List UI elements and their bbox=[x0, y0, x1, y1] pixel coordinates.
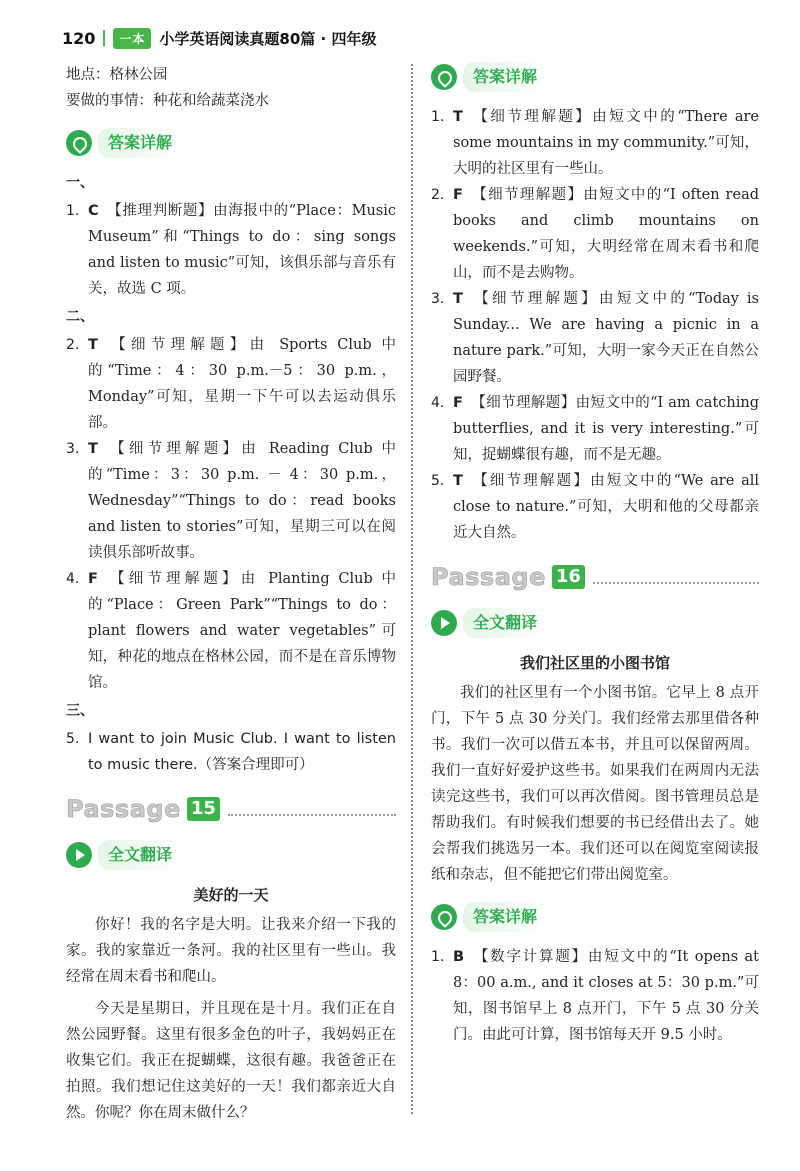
item-number: 2. bbox=[66, 337, 80, 353]
translation-section-header bbox=[431, 608, 759, 638]
answer-mark: T bbox=[453, 473, 463, 489]
answer-heading: 答案详解 bbox=[98, 128, 182, 158]
question-type: 【细节理解题】 bbox=[105, 441, 242, 457]
explanation: 由短文中的“We are all close to nature.”可知，大明和他的父母都亲近大自然。 bbox=[453, 473, 760, 541]
header-divider bbox=[103, 30, 105, 46]
explanation: I want to join Music Club. I want to listen to music there.（答案合理即可） bbox=[88, 731, 396, 773]
left-column bbox=[66, 62, 396, 1132]
item-number: 3. bbox=[431, 291, 445, 307]
answer-mark: T bbox=[88, 441, 98, 457]
item-number: 1. bbox=[431, 949, 445, 965]
passage-number: 16 bbox=[552, 565, 585, 589]
answer-item bbox=[66, 332, 396, 436]
item-number: 2. bbox=[431, 187, 445, 203]
answer-section-header bbox=[431, 902, 759, 932]
page-number: 120 bbox=[62, 28, 96, 48]
answer-item bbox=[431, 286, 759, 390]
answer-item bbox=[66, 198, 396, 302]
question-type: 【细节理解题】 bbox=[470, 395, 576, 411]
explanation: 由短文中的“It opens at 8：00 a.m., and it closes at 5：30 p.m.”可知，图书馆早上 8 点开门，下午 5 点 30 分关门。由此可计算，图书馆每天开 9.5 小时。 bbox=[453, 949, 760, 1043]
play-icon bbox=[66, 842, 92, 868]
part-one-label: 一、 bbox=[66, 175, 94, 191]
answer-mark: T bbox=[453, 291, 463, 307]
question-type: 【细节理解题】 bbox=[470, 187, 584, 203]
answer-mark: T bbox=[453, 109, 463, 125]
translation-section-header bbox=[66, 840, 396, 870]
column-divider bbox=[411, 64, 413, 1114]
question-type: 【细节理解题】 bbox=[105, 571, 241, 587]
item-number: 5. bbox=[431, 473, 445, 489]
part-two-label: 二、 bbox=[66, 309, 94, 325]
play-icon bbox=[431, 610, 457, 636]
explanation: 由短文中的“Today is Sunday... We are having a picnic in a nature park.”可知，大明一家今天正在自然公园野餐。 bbox=[453, 291, 759, 385]
translation-heading: 全文翻译 bbox=[463, 608, 547, 638]
story-title: 我们社区里的小图书馆 bbox=[519, 654, 670, 672]
answer-item bbox=[431, 944, 759, 1048]
story-title: 美好的一天 bbox=[193, 886, 269, 904]
item-number: 1. bbox=[66, 203, 80, 219]
answer-item bbox=[66, 726, 396, 778]
item-number: 3. bbox=[66, 441, 80, 457]
question-type: 【细节理解题】 bbox=[470, 473, 591, 489]
brand-logo: 一本 bbox=[113, 28, 151, 49]
translation-heading: 全文翻译 bbox=[98, 840, 182, 870]
page-header bbox=[62, 26, 376, 50]
story-paragraph: 你好！我的名字是大明。让我来介绍一下我的家。我的家靠近一条河。我的社区里有一些山。我经常在周末看书和爬山。 bbox=[66, 917, 396, 985]
explanation: 由 Sports Club 中的“Time：4：30 p.m.－5：30 p.m.，Monday”可知，星期一下午可以去运动俱乐部。 bbox=[88, 337, 397, 431]
answer-item bbox=[431, 390, 759, 468]
story-paragraph: 今天是星期日，并且现在是十月。我们正在自然公园野餐。这里有很多金色的叶子，我妈妈正在收集它们。我正在捉蝴蝶，这很有趣。我爸爸正在拍照。我们想记住这美好的一天！我们都亲近大自然。你呢？你在周末做什么？ bbox=[66, 1001, 396, 1121]
answer-section-header bbox=[431, 62, 759, 92]
passage-number: 15 bbox=[187, 797, 220, 821]
answer-icon bbox=[431, 904, 457, 930]
answer-heading: 答案详解 bbox=[463, 902, 547, 932]
part-three-label: 三、 bbox=[66, 703, 94, 719]
passage-word: Passage bbox=[66, 795, 181, 823]
answer-mark: C bbox=[88, 203, 99, 219]
answer-mark: T bbox=[88, 337, 98, 353]
book-title: 小学英语阅读真题80篇 · 四年级 bbox=[159, 29, 377, 48]
answer-item bbox=[431, 182, 759, 286]
passage-rule bbox=[593, 570, 759, 584]
answer-mark: F bbox=[453, 187, 463, 203]
answer-mark: B bbox=[453, 949, 465, 965]
explanation: 由 Planting Club 中的“Place：Green Park”“Things to do：plant flowers and water vegetables”可知，种花的地点在格林公园，而不是在音乐博物馆。 bbox=[88, 571, 396, 691]
passage-word: Passage bbox=[431, 563, 546, 591]
right-column bbox=[431, 62, 759, 1048]
answer-icon bbox=[66, 130, 92, 156]
question-type: 【细节理解题】 bbox=[470, 291, 600, 307]
question-type: 【数字计算题】 bbox=[472, 949, 588, 965]
question-type: 【细节理解题】 bbox=[470, 109, 593, 125]
answer-mark: F bbox=[88, 571, 98, 587]
item-number: 4. bbox=[66, 571, 80, 587]
question-type: 【推理判断题】 bbox=[106, 203, 214, 219]
answer-mark: F bbox=[453, 395, 463, 411]
item-number: 1. bbox=[431, 109, 445, 125]
explanation: 由海报中的“Place：Music Museum”和“Things to do：sing songs and listen to music”可知，该俱乐部与音乐有关，故选 C 项。 bbox=[88, 203, 397, 297]
item-number: 5. bbox=[66, 731, 80, 747]
explanation: 由短文中的“There are some mountains in my community.”可知，大明的社区里有一些山。 bbox=[453, 109, 759, 177]
explanation: 由 Reading Club 中的“Time：3：30 p.m. － 4：30 p.m.，Wednesday”“Things to do：read books and listen to stories”可知，星期三可以在阅读俱乐部听故事。 bbox=[88, 441, 396, 561]
answer-item bbox=[431, 468, 759, 546]
location-line: 地点：格林公园 bbox=[66, 67, 168, 83]
explanation: 由短文中的“I often read books and climb mountains on weekends.”可知，大明经常在周末看书和爬山，而不是去购物。 bbox=[453, 187, 759, 281]
answer-item bbox=[431, 104, 759, 182]
answer-section-header bbox=[66, 128, 396, 158]
explanation: 由短文中的“I am catching butterflies, and it is very interesting.”可知，捉蝴蝶很有趣，而不是无趣。 bbox=[453, 395, 759, 463]
story-paragraph: 我们的社区里有一个小图书馆。它早上 8 点开门，下午 5 点 30 分关门。我们经常去那里借各种书。我们一次可以借五本书，并且可以保留两周。我们一直好好爱护这些书。如果我们在两周内无法读完这些书，我们可以再次借阅。图书管理员总是帮助我们。有时候我们想要的书已经借出去了。她会帮我们挑选另一本。我们还可以在阅览室阅读报纸和杂志，但不能把它们带出阅览室。 bbox=[431, 685, 759, 883]
todo-line: 要做的事情：种花和给蔬菜浇水 bbox=[66, 93, 269, 109]
item-number: 4. bbox=[431, 395, 445, 411]
passage-rule bbox=[228, 802, 396, 816]
passage-banner bbox=[431, 560, 759, 594]
question-type: 【细节理解题】 bbox=[105, 337, 250, 353]
answer-item bbox=[66, 566, 396, 696]
answer-icon bbox=[431, 64, 457, 90]
answer-heading: 答案详解 bbox=[463, 62, 547, 92]
passage-banner bbox=[66, 792, 396, 826]
answer-item bbox=[66, 436, 396, 566]
